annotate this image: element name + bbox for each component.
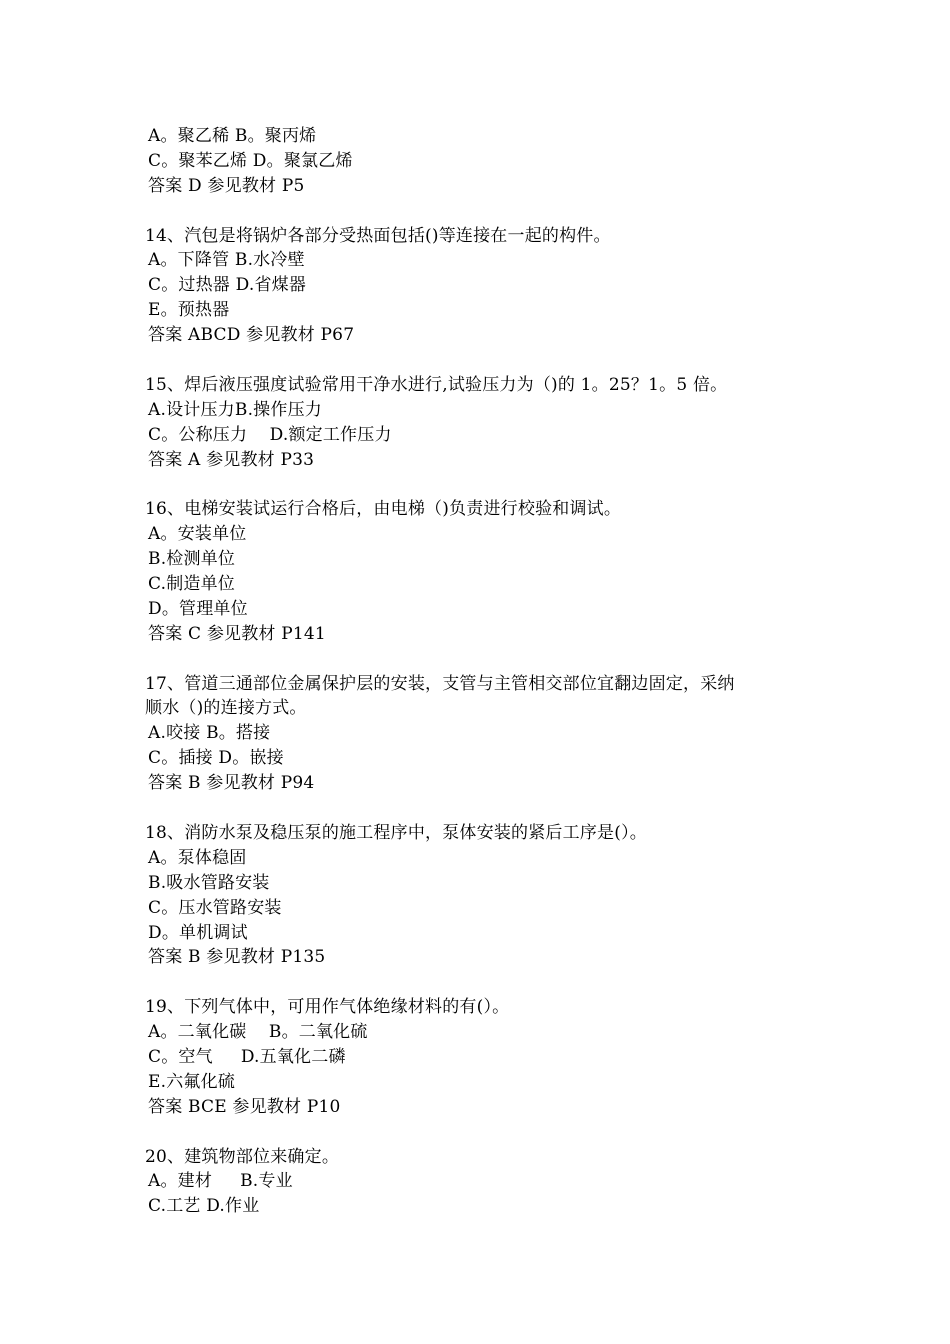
q19-option-cd: C。空气 D.五氧化二磷 [148, 1046, 346, 1067]
question-19-block [145, 995, 825, 1119]
q15-question: 15、焊后液压强度试验常用干净水进行,试验压力为（)的 1。25？1。5 倍。 [145, 374, 728, 395]
q14-option-ab: A。下降管 B.水冷壁 [148, 250, 305, 271]
q16-option-d: D。管理单位 [148, 598, 248, 619]
q16-question: 16、电梯安装试运行合格后，由电梯（)负责进行校验和调试。 [145, 499, 622, 520]
q17-question-line2: 顺水（)的连接方式。 [145, 698, 307, 719]
q20-option-ab: A。建材 B.专业 [148, 1171, 293, 1192]
q13-option-cd: C。聚苯乙烯 D。聚氯乙烯 [148, 150, 353, 171]
q19-question: 19、下列气体中，可用作气体绝缘材料的有(）。 [145, 997, 510, 1018]
question-20-block [145, 1145, 825, 1220]
q19-option-ab: A。二氧化碳 B。二氧化硫 [148, 1022, 368, 1043]
q18-question: 18、消防水泵及稳压泵的施工程序中，泵体安装的紧后工序是(）。 [145, 822, 647, 843]
q13-option-ab: A。聚乙稀 B。聚丙烯 [148, 126, 317, 146]
spacer [145, 796, 825, 821]
q18-option-b: B.吸水管路安装 [148, 872, 270, 893]
q13-answer: 答案 D 参见教材 P5 [148, 175, 305, 196]
q20-question: 20、建筑物部位来确定。 [145, 1146, 340, 1167]
q18-answer: 答案 B 参见教材 P135 [148, 947, 326, 968]
q20-option-cd: C.工艺 D.作业 [148, 1196, 260, 1217]
q17-question-line1: 17、管道三通部位金属保护层的安装，支管与主管相交部位宜翻边固定，采纳 [145, 673, 735, 694]
q16-option-a: A。安装单位 [148, 524, 247, 545]
q18-option-d: D。单机调试 [148, 922, 248, 943]
spacer [145, 472, 825, 497]
q15-answer: 答案 A 参见教材 P33 [148, 449, 315, 470]
spacer [145, 1120, 825, 1145]
question-17-block [145, 672, 825, 796]
q17-option-ab: A.咬接 B。搭接 [148, 723, 271, 744]
q19-option-e: E.六氟化硫 [148, 1071, 236, 1092]
q16-option-b: B.检测单位 [148, 549, 236, 570]
q15-option-cd: C。公称压力 D.额定工作压力 [148, 424, 392, 445]
question-15-block [145, 373, 825, 473]
q14-question: 14、汽包是将锅炉各部分受热面包括()等连接在一起的构件。 [145, 225, 611, 246]
spacer [145, 348, 825, 373]
q16-answer: 答案 C 参见教材 P141 [148, 623, 326, 644]
q19-answer: 答案 BCE 参见教材 P10 [148, 1096, 341, 1117]
question-14-block [145, 224, 825, 348]
q14-option-e: E。预热器 [148, 300, 230, 321]
spacer [145, 970, 825, 995]
spacer [145, 199, 825, 224]
q14-answer: 答案 ABCD 参见教材 P67 [148, 325, 355, 346]
document-body [145, 124, 825, 1219]
q17-answer: 答案 B 参见教材 P94 [148, 773, 315, 794]
question-16-block [145, 497, 825, 646]
q18-option-c: C。压水管路安装 [148, 897, 282, 918]
q16-option-c: C.制造单位 [148, 574, 236, 595]
question-13-block [145, 124, 825, 199]
question-18-block [145, 821, 825, 970]
q15-option-ab: A.设计压力B.操作压力 [148, 399, 322, 420]
q14-option-cd: C。过热器 D.省煤器 [148, 275, 307, 296]
q17-option-cd: C。插接 D。嵌接 [148, 748, 284, 769]
q18-option-a: A。泵体稳固 [148, 847, 247, 868]
spacer [145, 647, 825, 672]
